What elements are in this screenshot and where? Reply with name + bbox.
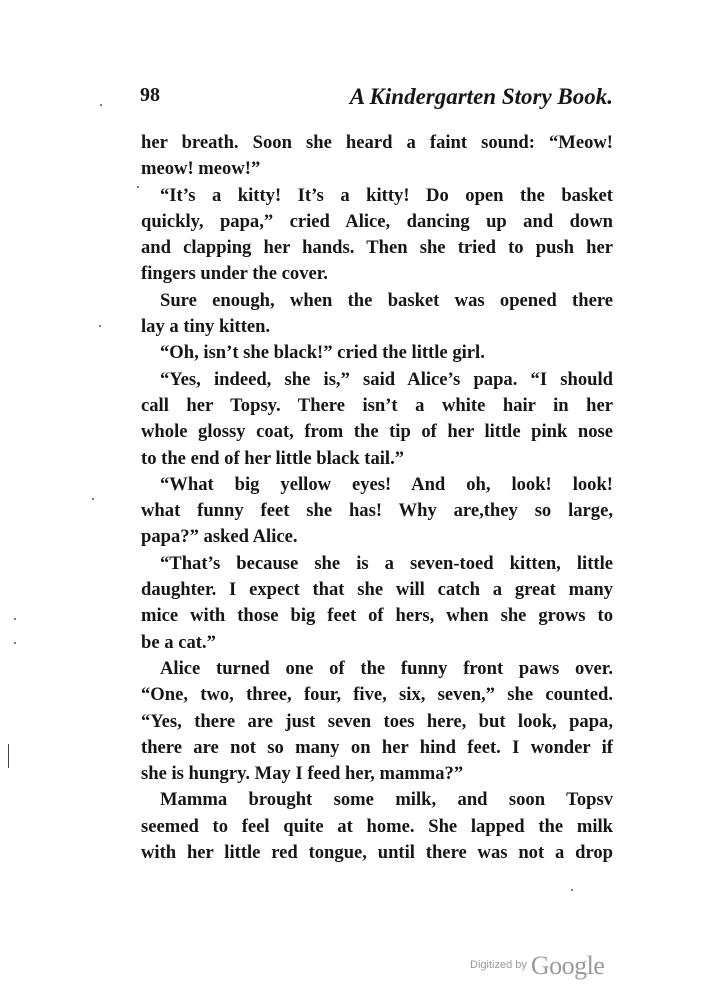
text-line: lay a tiny kitten. [141,316,271,338]
text-line: her breath. Soon she heard a faint sound: “Meow! [141,132,613,153]
text-line: Alice turned one of the funny front paws over. [160,657,613,679]
text-line: “Oh, isn’t she black!” cried the little girl. [160,342,485,364]
text-line: Sure enough, when the basket was opened there [160,289,613,311]
scan-speck [137,186,139,188]
scan-speck [14,618,16,620]
scan-mark [8,744,9,768]
text-line: quickly, papa,” cried Alice, dancing up and down [141,210,613,232]
text-line: “Yes, indeed, she is,” said Alice’s papa. “I should [160,368,613,390]
text-line: what funny feet she has! Why are,they so large, [141,500,613,522]
body-text [141,130,613,866]
text-line: to the end of her little black tail.” [141,447,405,469]
page-number: 98 [140,84,160,106]
text-line: call her Topsy. There isn’t a white hair in her [141,394,613,416]
text-line: “Yes, there are just seven toes here, but look, papa, [141,710,613,732]
text-line: mice with those big feet of hers, when she grows to [141,605,613,627]
scan-speck [571,889,573,891]
text-line: “That’s because she is a seven-toed kitten, little [160,552,613,574]
text-line: daughter. I expect that she will catch a great many [141,579,613,601]
text-line: there are not so many on her hind feet. I wonder if [141,736,613,758]
text-line: whole glossy coat, from the tip of her little pink nose [141,421,613,443]
scan-speck [99,325,101,327]
text-line: be a cat.” [141,631,216,653]
scan-speck [14,642,16,644]
scan-speck [92,498,94,500]
text-line: meow! meow!” [141,158,261,180]
text-line: papa?” asked Alice. [141,526,298,548]
digitized-label: Digitized by [470,959,527,971]
google-logo: Google [530,951,605,980]
text-line: with her little red tongue, until there was not a drop [141,842,613,864]
running-title: A Kindergarten Story Book. [349,84,613,109]
text-line: “One, two, three, four, five, six, seven,” she counted. [141,684,613,706]
text-line: seemed to feel quite at home. She lapped the milk [141,815,613,837]
page-header [140,84,613,114]
text-line: she is hungry. May I feed her, mamma?” [141,763,464,785]
text-line: fingers under the cover. [141,263,328,285]
text-line: and clapping her hands. Then she tried to push her [141,237,613,259]
text-line: “What big yellow eyes! And oh, look! look! [160,473,613,495]
scan-speck [100,104,102,106]
digitized-watermark [470,951,620,985]
text-line: “It’s a kitty! It’s a kitty! Do open the basket [160,184,613,206]
text-line: Mamma brought some milk, and soon Topsv [160,789,613,811]
